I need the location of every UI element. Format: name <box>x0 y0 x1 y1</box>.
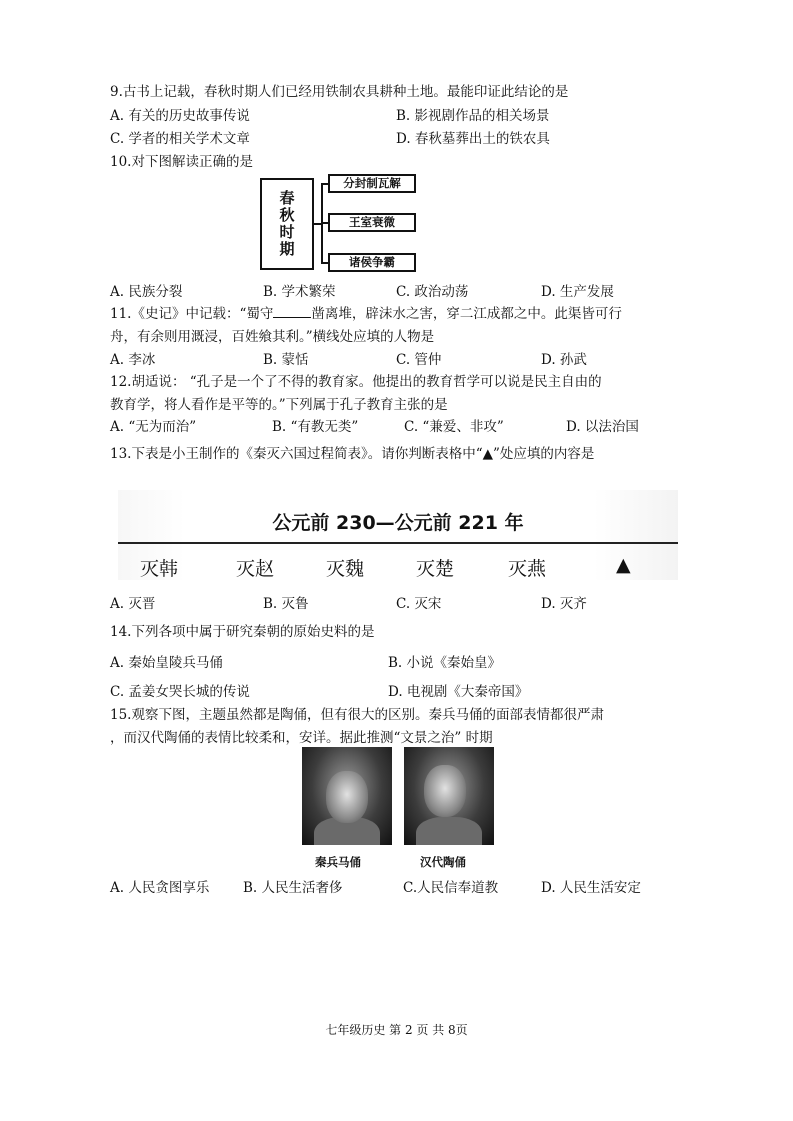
q11-option-a: A. 李冰 <box>110 352 156 368</box>
table-cell-1: 灭韩 <box>140 558 179 580</box>
figure-head <box>424 765 466 817</box>
q13-option-c: C. 灭宋 <box>396 596 442 612</box>
q14-option-d: D. 电视剧《大秦帝国》 <box>388 684 529 700</box>
han-terracotta-photo <box>404 747 494 845</box>
q13-table-image <box>118 490 678 580</box>
photo-caption-han: 汉代陶俑 <box>420 855 466 869</box>
q14-option-a: A. 秦始皇陵兵马俑 <box>110 655 223 671</box>
table-cell-3: 灭魏 <box>326 558 365 580</box>
q9-stem: 9.古书上记载，春秋时期人们已经用铁制农具耕种土地。最能印证此结论的是 <box>110 84 569 100</box>
q15-stem: 15.观察下图，主题虽然都是陶俑，但有很大的区别。秦兵马俑的面部表情都很严肃 <box>110 707 604 723</box>
q11-blank <box>273 305 311 318</box>
q11-option-d: D. 孙武 <box>541 352 587 368</box>
q10-stem: 10.对下图解读正确的是 <box>110 154 253 170</box>
figure-body <box>416 817 482 845</box>
qin-terracotta-photo <box>302 747 392 845</box>
q12-option-d: D. 以法治国 <box>566 419 639 435</box>
table-cell-5: 灭燕 <box>508 558 547 580</box>
q15-stem-line2: ，而汉代陶俑的表情比较柔和，安详。据此推测“文景之治” 时期 <box>110 730 493 746</box>
q11-stem <box>110 302 622 322</box>
page-footer: 七年级历史 第 2 页 共 8页 <box>325 1023 468 1037</box>
table-cell-6: ▲ <box>616 554 631 576</box>
q9-option-d: D. 春秋墓葬出土的铁农具 <box>396 131 550 147</box>
table-cell-2: 灭赵 <box>236 558 275 580</box>
q12-option-a: A. “无为而治” <box>110 419 197 435</box>
q14-stem: 14.下列各项中属于研究秦朝的原始史料的是 <box>110 624 375 640</box>
diagram-item-1: 分封制瓦解 <box>328 174 416 193</box>
q9-option-c: C. 学者的相关学术文章 <box>110 131 250 147</box>
q13-stem: 13.下表是小王制作的《秦灭六国过程简表》。请你判断表格中“▲”处应填的内容是 <box>110 446 595 462</box>
q12-stem: 12.胡适说： “孔子是一个了不得的教育家。他提出的教育哲学可以说是民主自由的 <box>110 374 602 390</box>
q15-option-b: B. 人民生活奢侈 <box>243 880 343 896</box>
q10-option-b: B. 学术繁荣 <box>263 284 336 300</box>
diagram-main-box <box>260 178 314 270</box>
q11-stem-after: 凿离堆，辟沫水之害，穿二江成都之中。此渠皆可行 <box>311 306 622 322</box>
q14-option-c: C. 孟姜女哭长城的传说 <box>110 684 250 700</box>
q10-option-c: C. 政治动荡 <box>396 284 469 300</box>
q13-option-b: B. 灭鲁 <box>263 596 309 612</box>
q10-option-d: D. 生产发展 <box>541 284 614 300</box>
q11-option-b: B. 蒙恬 <box>263 352 309 368</box>
q10-option-a: A. 民族分裂 <box>110 284 183 300</box>
q11-option-c: C. 管仲 <box>396 352 442 368</box>
diagram-main-label: 春秋时期 <box>277 190 296 258</box>
q12-option-b: B. “有教无类” <box>272 419 359 435</box>
diagram-item-3: 诸侯争霸 <box>328 253 416 272</box>
q13-option-d: D. 灭齐 <box>541 596 587 612</box>
q12-stem-line2: 教育学，将人看作是平等的。”下列属于孔子教育主张的是 <box>110 397 448 413</box>
figure-head <box>326 771 368 823</box>
q15-option-a: A. 人民贪图享乐 <box>110 880 210 896</box>
q14-option-b: B. 小说《秦始皇》 <box>388 655 502 671</box>
q11-stem-line2: 舟，有余则用溉浸，百姓飨其利。”横线处应填的人物是 <box>110 329 435 345</box>
table-title: 公元前 230—公元前 221 年 <box>272 512 524 534</box>
table-divider <box>118 542 678 544</box>
q15-option-d: D. 人民生活安定 <box>541 880 641 896</box>
q13-option-a: A. 灭晋 <box>110 596 156 612</box>
diagram-item-2: 王室衰微 <box>328 213 416 232</box>
q15-option-c: C.人民信奉道教 <box>403 880 499 896</box>
table-cell-4: 灭楚 <box>416 558 455 580</box>
q11-stem-before: 11.《史记》中记载：“蜀守 <box>110 306 274 322</box>
photo-caption-qin: 秦兵马俑 <box>315 855 361 869</box>
q9-option-a: A. 有关的历史故事传说 <box>110 108 250 124</box>
q12-option-c: C. “兼爱、非攻” <box>404 419 504 435</box>
q9-option-b: B. 影视剧作品的相关场景 <box>396 108 550 124</box>
